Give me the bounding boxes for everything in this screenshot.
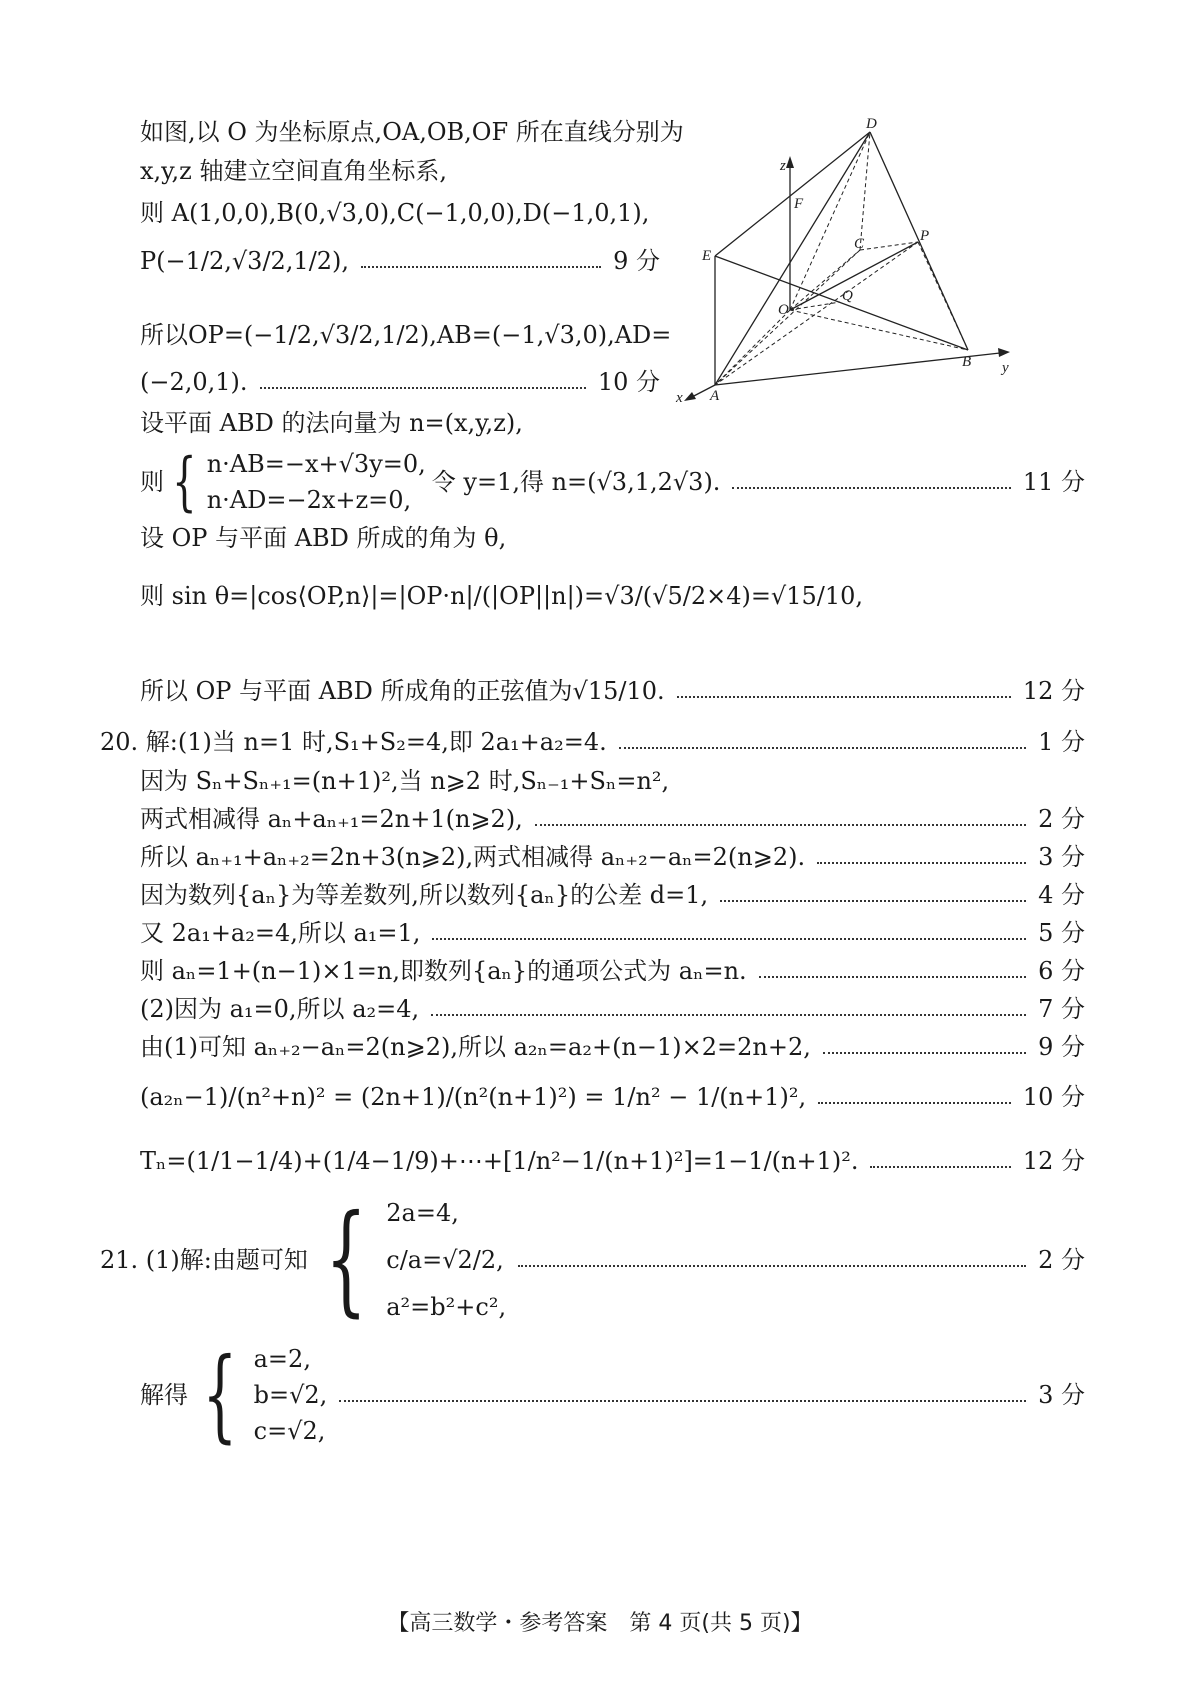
leader-dots: [432, 938, 1026, 940]
leader-dots: [817, 862, 1026, 864]
leader-dots: [339, 1400, 1026, 1402]
conclusion-line: [140, 675, 1085, 707]
label-y: y: [1002, 360, 1009, 376]
leader-dots: [619, 747, 1026, 749]
p20-line-5: [140, 879, 1085, 911]
sin-line: 则 sin θ=|cos⟨OP,n⟩|=|OP·n|/(|OP||n|)=√3/(√5/2×4)=√15/10,: [140, 582, 864, 610]
p21-system-line: [100, 1190, 1085, 1330]
p-point: P(−1/2,√3/2,1/2),: [140, 247, 350, 275]
p21-eq-2: c/a=√2/2,: [386, 1246, 504, 1274]
intro-line-1: 如图,以 O 为坐标原点,OA,OB,OF 所在直线分别为: [140, 118, 684, 146]
score: 3 分: [1038, 1381, 1085, 1409]
normal-intro: 设平面 ABD 的法向量为 n=(x,y,z),: [140, 409, 523, 437]
vectors-cont: (−2,0,1).: [140, 368, 248, 396]
geometry-figure: [670, 110, 1030, 410]
score: 2 分: [1038, 805, 1085, 833]
equation-system: [308, 1191, 506, 1329]
p21-sol-2: b=√2,: [253, 1381, 328, 1409]
leader-dots: [431, 1014, 1026, 1016]
score: 12 分: [1022, 1147, 1085, 1175]
p20-text-6: 又 2a₁+a₂=4,所以 a₁=1,: [140, 919, 421, 947]
score: 5 分: [1038, 919, 1085, 947]
score: 9 分: [613, 247, 660, 275]
score: 10 分: [597, 368, 660, 396]
p20-line-4: [140, 841, 1085, 873]
label-B: B: [962, 354, 972, 370]
p21-prefix: 21. (1)解:由题可知: [100, 1246, 308, 1274]
p21-eq-1: 2a=4,: [386, 1199, 459, 1227]
system-result: 令 y=1,得 n=(√3,1,2√3).: [431, 468, 721, 496]
p20-text-3: 两式相减得 aₙ+aₙ₊₁=2n+1(n⩾2),: [140, 805, 523, 833]
p20-line-7: [140, 955, 1085, 987]
p20-text-1: 20. 解:(1)当 n=1 时,S₁+S₂=4,即 2a₁+a₂=4.: [100, 728, 607, 756]
system-eq-2: n·AD=−2x+z=0,: [206, 486, 412, 514]
p20-text-10: (a₂ₙ−1)/(n²+n)² = (2n+1)/(n²(n+1)²) = 1/n² − 1/(n+1)²,: [140, 1083, 807, 1111]
system-prefix: 则: [140, 468, 164, 496]
brace: {: [325, 1190, 368, 1329]
p20-text-7: 则 aₙ=1+(n−1)×1=n,即数列{aₙ}的通项公式为 aₙ=n.: [140, 957, 747, 985]
score: 12 分: [1022, 677, 1085, 705]
label-F: F: [794, 196, 804, 212]
p20-line-2: 因为 Sₙ+Sₙ₊₁=(n+1)²,当 n⩾2 时,Sₙ₋₁+Sₙ=n²,: [140, 767, 670, 795]
score: 6 分: [1038, 957, 1085, 985]
system-line: [140, 446, 1085, 518]
brace: {: [202, 1336, 238, 1453]
p20-text-9: 由(1)可知 aₙ₊₂−aₙ=2(n⩾2),所以 a₂ₙ=a₂+(n−1)×2=2n+2,: [140, 1033, 811, 1061]
p20-line-11: [140, 1145, 1085, 1177]
leader-dots: [759, 976, 1026, 978]
leader-dots: [535, 824, 1026, 826]
leader-dots: [518, 1265, 1026, 1267]
page-footer: 【高三数学・参考答案 第 4 页(共 5 页)】: [387, 1611, 813, 1636]
label-x: x: [676, 390, 683, 406]
leader-dots: [361, 266, 601, 268]
score: 7 分: [1038, 995, 1085, 1023]
leader-dots: [870, 1166, 1010, 1168]
score: 4 分: [1038, 881, 1085, 909]
p20-line-3: [140, 803, 1085, 835]
label-z: z: [780, 158, 786, 174]
p20-line-6: [140, 917, 1085, 949]
score: 3 分: [1038, 843, 1085, 871]
p20-line-9: [140, 1031, 1085, 1063]
score: 1 分: [1038, 728, 1085, 756]
p-point-line: [140, 245, 660, 277]
p20-line-1: [100, 726, 1085, 758]
label-P: P: [920, 228, 930, 244]
leader-dots: [260, 387, 586, 389]
score: 10 分: [1022, 1083, 1085, 1111]
p21-eq-3: a²=b²+c²,: [386, 1293, 507, 1321]
leader-dots: [818, 1102, 1011, 1104]
solution-system: [188, 1336, 328, 1453]
p20-line-10: [140, 1081, 1085, 1113]
label-A: A: [710, 388, 720, 404]
leader-dots: [677, 696, 1011, 698]
leader-dots: [823, 1052, 1026, 1054]
p20-text-5: 因为数列{aₙ}为等差数列,所以数列{aₙ}的公差 d=1,: [140, 881, 709, 909]
brace: {: [172, 445, 197, 519]
p20-text-11: Tₙ=(1/1−1/4)+(1/4−1/9)+⋯+[1/n²−1/(n+1)²]=1−1/(n+1)².: [140, 1147, 859, 1175]
p21-solution-line: [140, 1336, 1085, 1453]
system-eq-1: n·AB=−x+√3y=0,: [206, 450, 426, 478]
vectors-cont-line: [140, 366, 660, 398]
p21-solve-prefix: 解得: [140, 1381, 188, 1409]
label-E: E: [702, 248, 712, 264]
p20-line-8: [140, 993, 1085, 1025]
label-D: D: [866, 116, 877, 132]
conclusion: 所以 OP 与平面 ABD 所成角的正弦值为√15/10.: [140, 677, 665, 705]
leader-dots: [732, 487, 1010, 489]
p20-text-4: 所以 aₙ₊₁+aₙ₊₂=2n+3(n⩾2),两式相减得 aₙ₊₂−aₙ=2(n⩾2).: [140, 843, 806, 871]
equation-system: [164, 446, 426, 518]
p20-text-8: (2)因为 a₁=0,所以 a₂=4,: [140, 995, 420, 1023]
score: 9 分: [1038, 1033, 1085, 1061]
label-Q: Q: [842, 288, 853, 304]
p21-sol-1: a=2,: [253, 1345, 311, 1373]
label-C: C: [854, 236, 865, 252]
angle-intro: 设 OP 与平面 ABD 所成的角为 θ,: [140, 524, 507, 552]
intro-line-2: x,y,z 轴建立空间直角坐标系,: [140, 157, 448, 185]
vectors-line: 所以OP=(−1/2,√3/2,1/2),AB=(−1,√3,0),AD=: [140, 321, 672, 349]
score: 11 分: [1022, 468, 1085, 496]
score: 2 分: [1038, 1246, 1085, 1274]
coords-line: 则 A(1,0,0),B(0,√3,0),C(−1,0,0),D(−1,0,1),: [140, 199, 650, 227]
leader-dots: [720, 900, 1026, 902]
p21-sol-3: c=√2,: [253, 1417, 326, 1445]
label-O: O: [778, 302, 789, 318]
